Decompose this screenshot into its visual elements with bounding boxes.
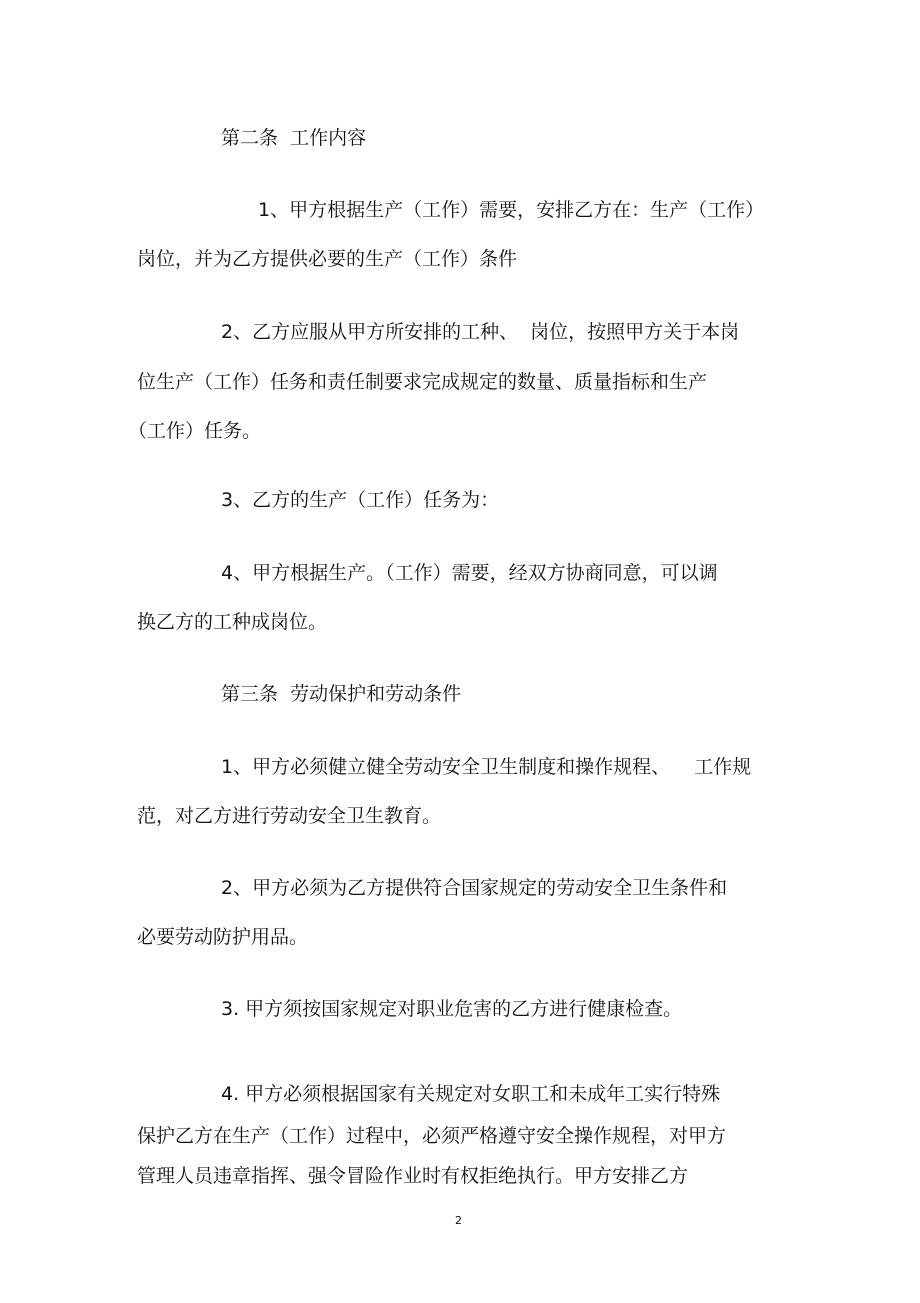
- paragraph-line: 岗位，并为乙方提供必要的生产（工作）条件: [137, 248, 518, 270]
- paragraph-line: 必要劳动防护用品。: [137, 926, 309, 948]
- paragraph-line: 3、乙方的生产（工作）任务为：: [221, 489, 500, 511]
- paragraph-line: 3. 甲方须按国家规定对职业危害的乙方进行健康检查。: [221, 998, 683, 1020]
- paragraph-line: 保护乙方在生产（工作）过程中，必须严格遵守安全操作规程，对甲方: [137, 1125, 727, 1147]
- paragraph-line: 1、甲方必须健立健全劳动安全卫生制度和操作规程、 工作规: [221, 756, 752, 778]
- page-number: 2: [455, 1214, 462, 1227]
- paragraph-line: 4. 甲方必须根据国家有关规定对女职工和未成年工实行特殊: [221, 1083, 721, 1105]
- section2-heading: 第二条 工作内容: [221, 127, 367, 149]
- paragraph-line: 4、甲方根据生产。（工作）需要，经双方协商同意，可以调: [221, 562, 718, 584]
- paragraph-line: 1、甲方根据生产（工作）需要，安排乙方在：生产（工作）: [258, 199, 765, 221]
- paragraph-line: 换乙方的工种成岗位。: [137, 611, 328, 633]
- paragraph-line: 2、乙方应服从甲方所安排的工种、 岗位，按照甲方关于本岗: [221, 321, 740, 343]
- paragraph-line: 位生产（工作）任务和责任制要求完成规定的数量、质量指标和生产: [137, 371, 708, 393]
- section3-heading: 第三条 劳动保护和劳动条件: [221, 683, 462, 705]
- paragraph-line: （工作）任务。: [128, 420, 262, 442]
- paragraph-line: 范，对乙方进行劳动安全卫生教育。: [137, 805, 442, 827]
- paragraph-line: 2、甲方必须为乙方提供符合国家规定的劳动安全卫生条件和: [221, 877, 728, 899]
- paragraph-line: 管理人员违章指挥、强令冒险作业时有权拒绝执行。甲方安排乙方: [137, 1165, 689, 1187]
